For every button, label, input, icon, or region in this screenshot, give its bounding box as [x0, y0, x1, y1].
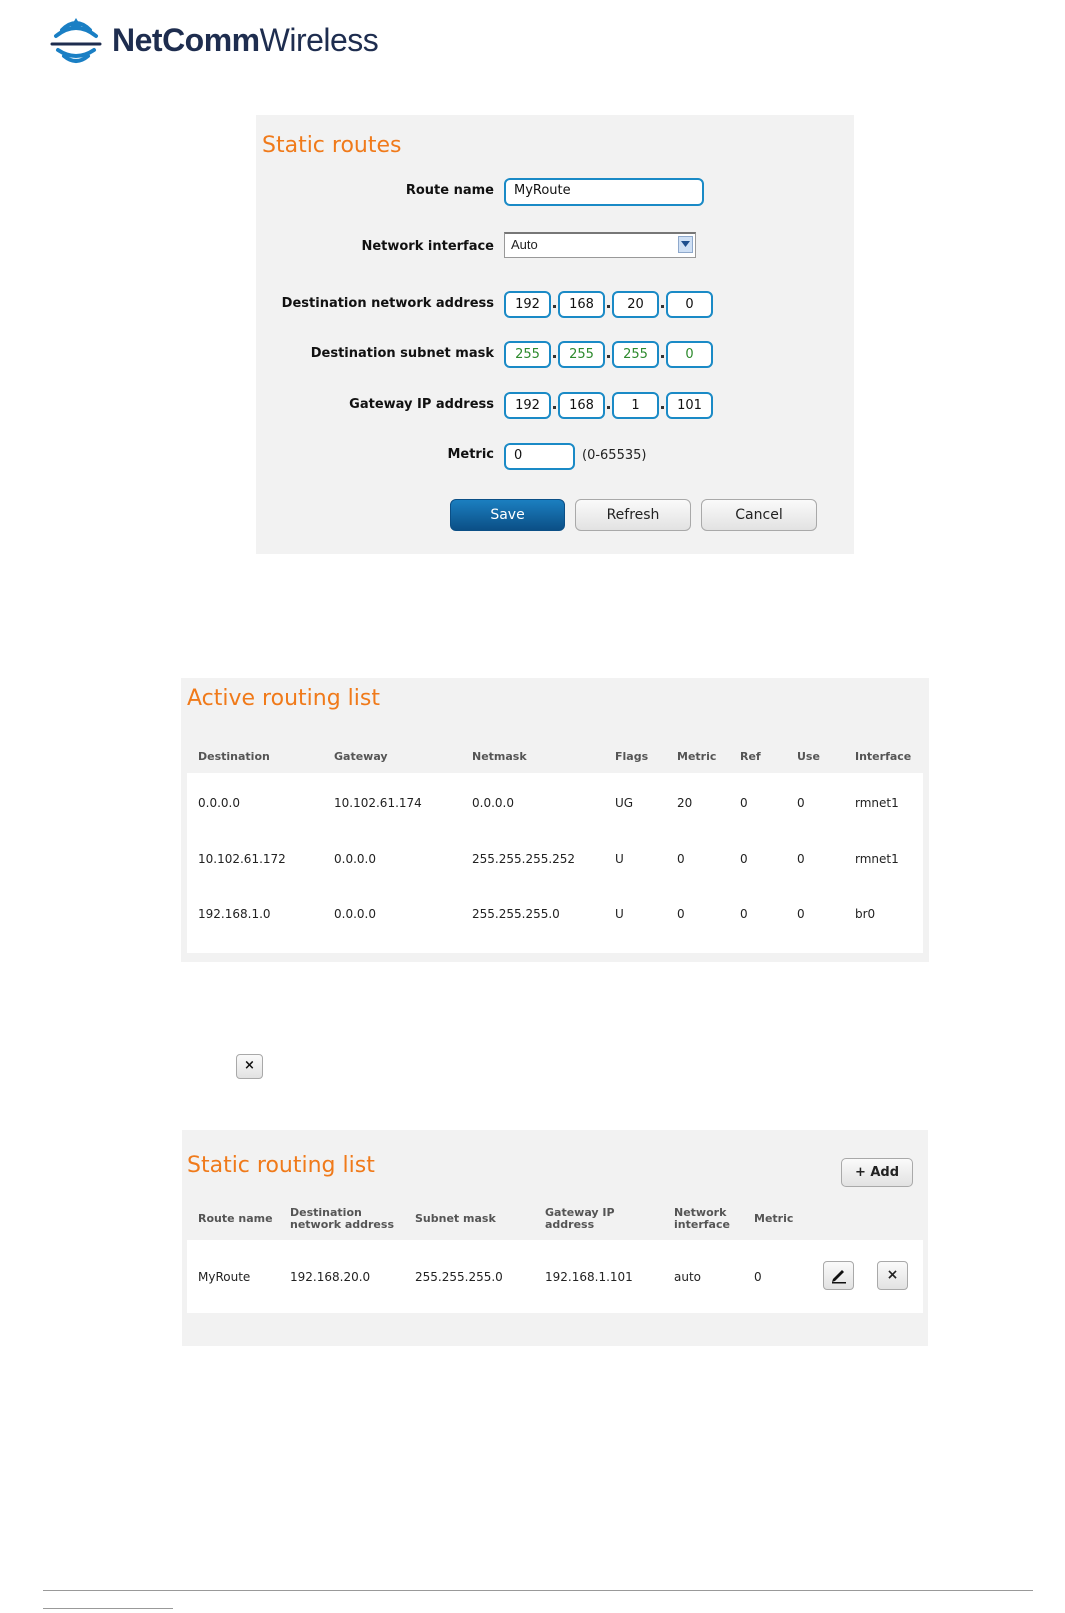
gateway-label: Gateway IP address	[349, 397, 494, 412]
col-header-metric: Metric	[677, 750, 717, 763]
octet-separator	[661, 355, 664, 358]
col-header-gateway	[545, 1207, 615, 1231]
gateway-octet-2[interactable]: 168	[558, 392, 605, 419]
table-cell: 0	[740, 907, 748, 921]
brand-bold: NetComm	[112, 21, 260, 58]
col-header-destination: Destination	[198, 750, 270, 763]
table-cell: 255.255.255.252	[472, 852, 576, 866]
netcomm-logo	[48, 14, 378, 66]
add-route-button[interactable]: + Add	[841, 1158, 913, 1187]
network-interface-select[interactable]	[504, 232, 696, 258]
table-cell: br0	[855, 907, 876, 921]
table-cell: 10.102.61.174	[334, 796, 422, 810]
octet-separator	[661, 305, 664, 308]
network-interface-label: Network interface	[361, 239, 494, 254]
col-header-route-name: Route name	[198, 1212, 273, 1225]
delete-route-button[interactable]: ×	[877, 1261, 908, 1290]
octet-separator	[661, 406, 664, 409]
refresh-button[interactable]: Refresh	[575, 499, 691, 531]
dest-network-octet-1[interactable]: 192	[504, 291, 551, 318]
table-cell: 10.102.61.172	[198, 852, 286, 866]
octet-separator	[607, 355, 610, 358]
col-header-interface: Interface	[855, 750, 912, 763]
static-routes-panel	[256, 115, 854, 554]
table-cell: U	[615, 907, 624, 921]
save-button[interactable]: Save	[450, 499, 565, 531]
cancel-button[interactable]: Cancel	[701, 499, 817, 531]
col-header-flags: Flags	[615, 750, 649, 763]
table-cell: 0.0.0.0	[472, 796, 514, 810]
table-cell: 0	[677, 907, 685, 921]
table-cell: UG	[615, 796, 634, 810]
table-cell: 0.0.0.0	[334, 907, 376, 921]
col-header-use: Use	[797, 750, 820, 763]
col-header-metric: Metric	[754, 1212, 794, 1225]
table-cell: 20	[677, 796, 693, 810]
metric-range-hint: (0-65535)	[582, 448, 647, 463]
table-cell-gateway: 192.168.1.101	[545, 1270, 633, 1284]
octet-separator	[553, 355, 556, 358]
footer-divider-short	[43, 1608, 173, 1609]
table-cell: 0	[797, 796, 805, 810]
dest-network-label: Destination network address	[281, 296, 494, 311]
gateway-octet-4[interactable]: 101	[666, 392, 713, 419]
table-cell-destination: 192.168.20.0	[290, 1270, 371, 1284]
col-header-network-interface-line1: Network	[674, 1206, 727, 1219]
dest-subnet-label: Destination subnet mask	[310, 346, 494, 361]
table-cell: 0	[797, 852, 805, 866]
active-routing-list-title: Active routing list	[187, 686, 380, 711]
static-routing-table-body	[187, 1240, 923, 1313]
gateway-octet-3[interactable]: 1	[612, 392, 659, 419]
octet-separator	[607, 406, 610, 409]
table-cell: 0.0.0.0	[198, 796, 240, 810]
table-cell: rmnet1	[855, 796, 899, 810]
metric-label: Metric	[447, 447, 494, 462]
gateway-octet-1[interactable]: 192	[504, 392, 551, 419]
table-cell: rmnet1	[855, 852, 899, 866]
dest-subnet-octet-3[interactable]: 255	[612, 341, 659, 368]
route-name-label: Route name	[405, 183, 494, 198]
table-cell-metric: 0	[754, 1270, 762, 1284]
col-header-subnet-mask: Subnet mask	[415, 1212, 496, 1225]
table-cell: 0	[677, 852, 685, 866]
active-routing-list-panel	[181, 678, 929, 962]
route-name-input[interactable]: MyRoute	[504, 178, 704, 206]
static-routing-list-title: Static routing list	[187, 1153, 375, 1178]
dest-subnet-octet-4[interactable]: 0	[666, 341, 713, 368]
network-interface-value: Auto	[511, 237, 538, 252]
dest-subnet-octet-1[interactable]: 255	[504, 341, 551, 368]
dest-network-octet-3[interactable]: 20	[612, 291, 659, 318]
static-routing-list-panel	[182, 1130, 928, 1346]
octet-separator	[607, 305, 610, 308]
col-header-network-interface	[674, 1207, 730, 1231]
octet-separator	[553, 406, 556, 409]
col-header-gateway: Gateway	[334, 750, 388, 763]
col-header-destination-line1: Destination	[290, 1206, 362, 1219]
col-header-network-interface-line2: interface	[674, 1218, 730, 1231]
table-cell: 255.255.255.0	[472, 907, 560, 921]
col-header-gateway-line1: Gateway IP	[545, 1206, 615, 1219]
table-cell: 0	[740, 852, 748, 866]
col-header-netmask: Netmask	[472, 750, 527, 763]
col-header-destination	[290, 1207, 394, 1231]
table-cell-subnet: 255.255.255.0	[415, 1270, 503, 1284]
dest-subnet-octet-2[interactable]: 255	[558, 341, 605, 368]
metric-input[interactable]: 0	[504, 443, 575, 470]
static-routes-title: Static routes	[262, 133, 402, 158]
col-header-destination-line2: network address	[290, 1218, 394, 1231]
table-cell: U	[615, 852, 624, 866]
active-routing-table-body	[187, 773, 923, 953]
col-header-gateway-line2: address	[545, 1218, 595, 1231]
octet-separator	[553, 305, 556, 308]
close-icon[interactable]: ×	[236, 1054, 263, 1079]
pencil-icon	[830, 1266, 848, 1284]
table-cell: 0	[797, 907, 805, 921]
table-cell: 192.168.1.0	[198, 907, 271, 921]
table-cell: 0	[740, 796, 748, 810]
col-header-ref: Ref	[740, 750, 761, 763]
table-cell-route-name: MyRoute	[198, 1270, 251, 1284]
table-cell: 0.0.0.0	[334, 852, 376, 866]
dest-network-octet-4[interactable]: 0	[666, 291, 713, 318]
footer-divider	[43, 1590, 1033, 1591]
brand-wordmark	[112, 22, 378, 59]
chevron-down-icon[interactable]	[678, 236, 693, 253]
table-cell-interface: auto	[674, 1270, 702, 1284]
brand-light: Wireless	[259, 21, 379, 58]
wifi-wave-icon	[48, 14, 104, 66]
edit-route-button[interactable]	[823, 1261, 854, 1290]
dest-network-octet-2[interactable]: 168	[558, 291, 605, 318]
